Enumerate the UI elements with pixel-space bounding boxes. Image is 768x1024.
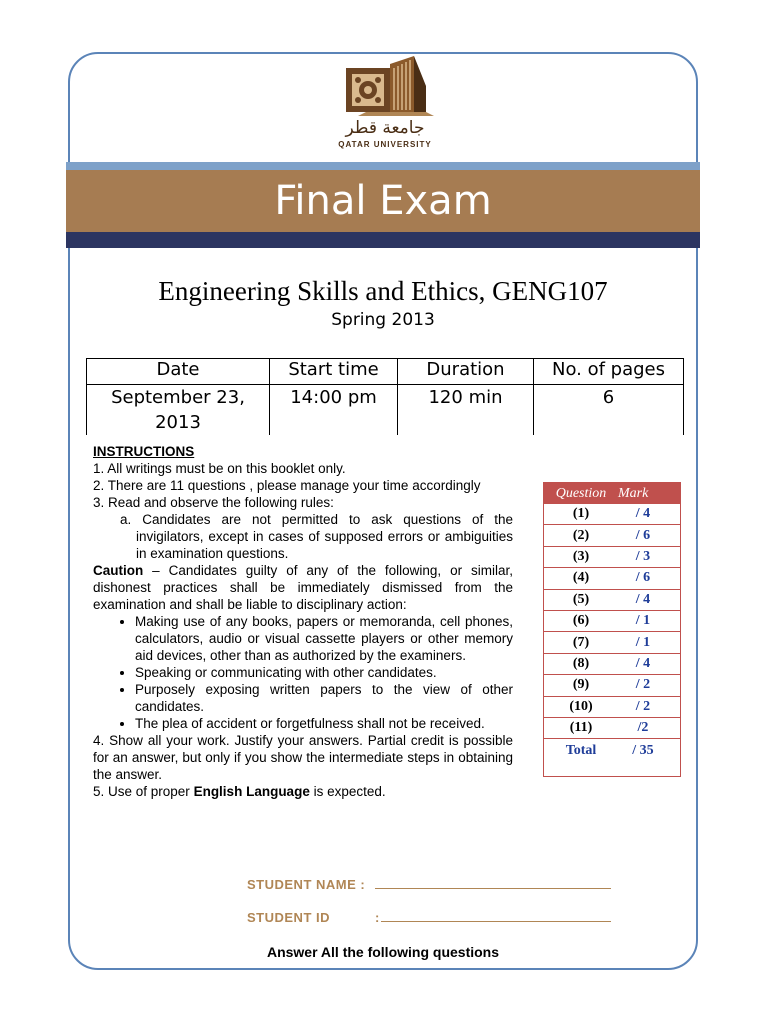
exam-info-table: [86, 358, 684, 435]
marks-question: (8): [572, 655, 590, 671]
marks-row: [544, 632, 680, 653]
caution-item: • The plea of accident or forgetfulness shall not be received.: [135, 715, 513, 732]
banner: [66, 170, 700, 232]
student-name-line[interactable]: [375, 876, 611, 889]
marks-table-header: [544, 483, 680, 504]
marks-value: / 2: [635, 677, 651, 693]
banner-bottom-stripe: [66, 232, 700, 248]
marks-row: [544, 654, 680, 675]
marks-table: [543, 482, 681, 777]
marks-question: (1): [572, 506, 590, 522]
marks-total-row: [544, 738, 680, 776]
marks-row: [544, 504, 680, 525]
exam-title: Final Exam: [274, 178, 492, 224]
instructions: [93, 443, 513, 800]
instructions-heading: INSTRUCTIONS: [93, 444, 195, 459]
student-id-label: [247, 910, 380, 925]
instruction-2: 2. There are 11 questions , please manage your time accordingly: [93, 478, 481, 493]
marks-question: (10): [569, 698, 593, 714]
caution-item: • Making use of any books, papers or memoranda, cell phones, calculators, audio or visual cassette players or other memory aid devices, other than as authorized by the examiners.: [135, 613, 513, 664]
header-date: Date: [87, 359, 270, 385]
marks-value: /2: [637, 720, 649, 736]
marks-value: / 4: [635, 655, 651, 671]
header-pages: No. of pages: [534, 359, 684, 385]
marks-value: / 4: [635, 591, 651, 607]
instruction-5-pre: 5. Use of proper: [93, 784, 194, 799]
marks-value: / 3: [635, 548, 651, 564]
student-name-field: [247, 876, 611, 892]
instruction-4: 4. Show all your work. Justify your answers. Partial credit is possible for an answer, but only if you show the intermediate steps in obtaining the answer.: [93, 733, 513, 782]
instruction-5-post: is expected.: [309, 784, 386, 799]
marks-row: [544, 568, 680, 589]
instruction-3: 3. Read and observe the following rules:: [93, 495, 334, 510]
logo-emblem-icon: [330, 56, 440, 116]
logo-english-text: QATAR UNIVERSITY: [338, 140, 432, 149]
marks-value: / 6: [635, 570, 651, 586]
marks-header-mark: Mark: [618, 485, 649, 501]
caution-item: • Speaking or communicating with other candidates.: [135, 664, 513, 681]
term: Spring 2013: [331, 310, 435, 330]
marks-row: [544, 590, 680, 611]
logo-arabic-text: جامعة قطر: [345, 118, 425, 138]
value-pages: 6: [534, 385, 684, 436]
marks-question: (5): [572, 591, 590, 607]
marks-row: [544, 718, 680, 738]
caution-item: • Purposely exposing written papers to the view of other candidates.: [135, 681, 513, 715]
marks-row: [544, 675, 680, 696]
value-duration: 120 min: [398, 385, 534, 436]
marks-question: (3): [572, 548, 590, 564]
marks-header-question: Question: [555, 485, 607, 501]
marks-question: (2): [572, 527, 590, 543]
instruction-5: [93, 783, 513, 800]
university-logo: [330, 56, 440, 152]
course-title: Engineering Skills and Ethics, GENG107: [158, 276, 608, 306]
student-id-text: STUDENT ID: [247, 910, 330, 925]
marks-question: (4): [572, 570, 590, 586]
header-start-time: Start time: [270, 359, 398, 385]
marks-total-value: / 35: [632, 743, 654, 759]
answer-all-note: Answer All the following questions: [266, 944, 500, 960]
marks-value: / 1: [635, 634, 651, 650]
marks-value: / 2: [635, 698, 651, 714]
caution-list: [93, 613, 513, 732]
caution-label: Caution: [93, 563, 144, 578]
marks-row: [544, 525, 680, 546]
instruction-1: 1. All writings must be on this booklet only.: [93, 461, 346, 476]
student-id-line[interactable]: [381, 909, 611, 922]
marks-question: (9): [572, 677, 590, 693]
marks-row: [544, 611, 680, 632]
marks-total-label: Total: [565, 743, 597, 759]
student-id-colon: :: [375, 910, 380, 925]
header-duration: Duration: [398, 359, 534, 385]
instruction-3a: a. Candidates are not permitted to ask questions of the invigilators, except in cases of supposed errors or ambiguities in examination questions.: [120, 512, 513, 561]
banner-top-stripe: [66, 162, 700, 170]
student-name-label: STUDENT NAME :: [247, 877, 366, 892]
value-start-time: 14:00 pm: [270, 385, 398, 436]
marks-value: / 6: [635, 527, 651, 543]
marks-question: (7): [572, 634, 590, 650]
marks-value: / 4: [635, 506, 651, 522]
marks-row: [544, 547, 680, 568]
student-id-field: [247, 909, 611, 925]
instruction-5-bold: English Language: [193, 784, 310, 799]
caution-paragraph: [93, 562, 513, 613]
marks-value: / 1: [635, 613, 651, 629]
marks-row: [544, 697, 680, 718]
value-date: September 23, 2013: [87, 385, 270, 436]
caution-text: – Candidates guilty of any of the following, or similar, dishonest practices shall be immediately dismissed from the examination and shall be liable to disciplinary action:: [93, 563, 513, 612]
marks-question: (6): [572, 613, 590, 629]
marks-question: (11): [569, 720, 593, 736]
